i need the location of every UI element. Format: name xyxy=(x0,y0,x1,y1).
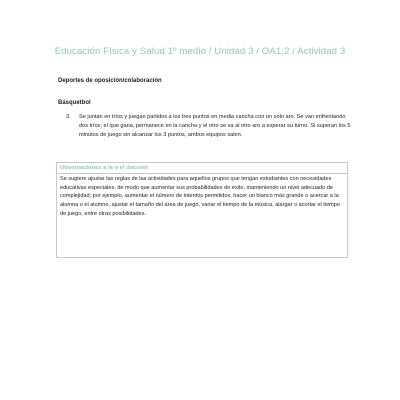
activity-text: Se juntan en tríos y juegan partidos a los tres puntos en media cancha con un solo aro. Se van enfrentando dos tríos; el que gana, permanece en la cancha y el otro se va al otro aro a esperar su turno. Si superan los 5 minutos de juego sin alcanzar los 3 puntos, ambos equipos salen. xyxy=(79,114,351,138)
observations-text: Se sugiere ajustar las reglas de las actividades para aquellos grupos que tengan estudiantes con necesidades educativas especiales, de modo que aumentar sus probabilidades de éxito, manteniendo un nivel adecuado de complejidad; por ejemplo, aumentar el número de intentos permitidos, hacer un blanco más grande o acercar a la alumna o el alumno, ajustar el tamaño del área de juego, variar el tiempo de la música, alargar o acortar el tiempo de juego, entre otras posibilidades. xyxy=(60,176,340,217)
activity-number: 3. xyxy=(66,114,71,120)
observations-divider xyxy=(57,173,347,174)
section-heading: Deportes de oposición/colaboración xyxy=(58,78,162,84)
activity-item xyxy=(66,113,356,139)
observations-box xyxy=(56,162,348,258)
observations-title: Observaciones a la o el docente xyxy=(60,165,149,171)
sport-heading: Básquetbol xyxy=(58,100,91,106)
page-title: Educación Física y Salud 1º medio / Unidad 3 / OA1;2 / Actividad 3 xyxy=(54,46,346,57)
